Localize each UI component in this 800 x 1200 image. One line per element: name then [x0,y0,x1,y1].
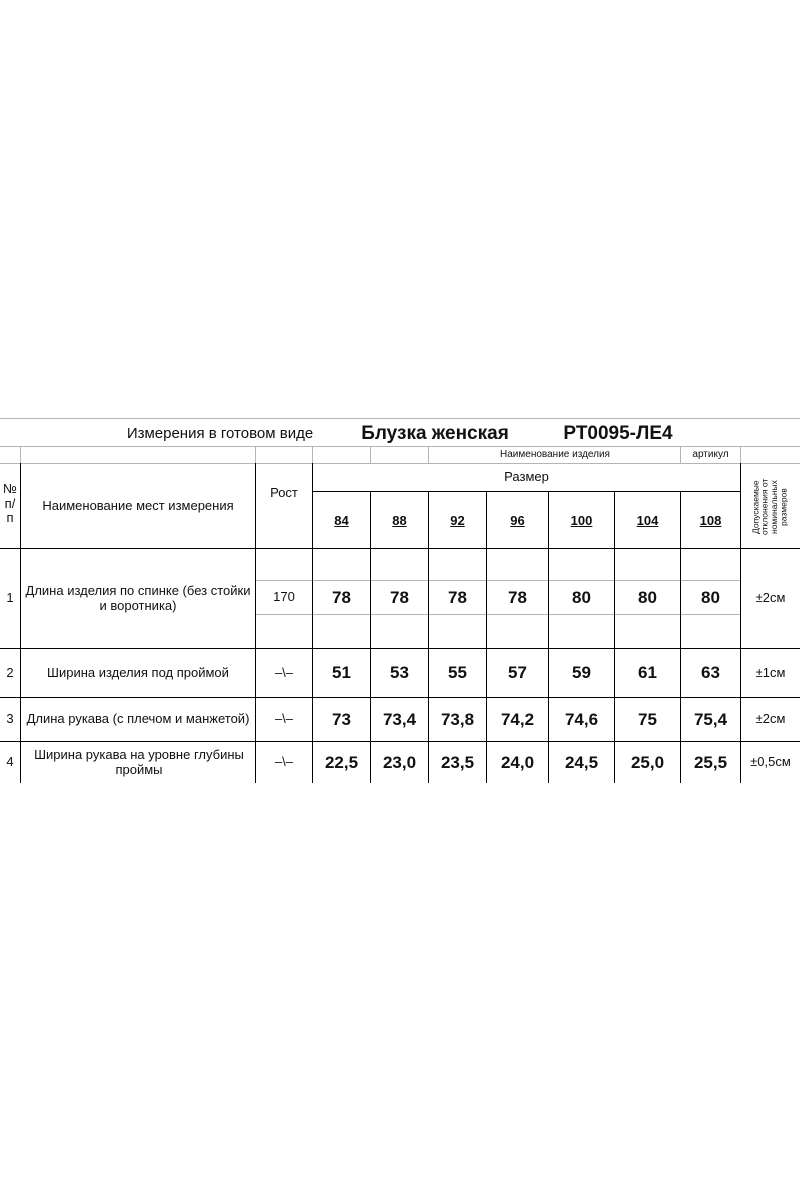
measurement-table [0,418,800,783]
size-84-header: 84 [334,512,349,528]
row1-size-88: 78 [390,587,409,607]
row4-name: Ширина рукава на уровне глубины проймы [34,746,244,777]
size-92-header: 92 [450,512,465,528]
row4-size-100: 24,5 [564,752,599,772]
col-size-group-header: Размер [504,469,549,485]
row1-number: 1 [6,590,14,606]
v-title-left [20,446,21,463]
row4-tolerance: ±0,5см [750,754,791,770]
row4-size-104: 25,0 [630,752,665,772]
row3-size-100: 74,6 [564,709,599,729]
row1-size-92: 78 [448,587,467,607]
row1-sub2 [255,614,740,615]
row3-name: Длина рукава (с плечом и манжетой) [26,711,250,727]
row3-height: –\– [274,711,294,727]
row4-size-96: 24,0 [500,752,535,772]
row2-size-88: 53 [390,663,409,683]
row4-size-92: 23,5 [440,752,475,772]
article-code: РТ0095-ЛЕ4 [563,423,673,445]
v-cap-b [312,446,313,463]
row2-number: 2 [6,664,14,680]
col-name-header: Наименование мест измерения [42,497,234,513]
row2-size-92: 55 [448,663,467,683]
size-96-header: 96 [510,512,525,528]
row3-size-108: 75,4 [693,709,728,729]
row2-size-100: 59 [572,663,591,683]
row3-size-104: 75 [638,709,657,729]
v-cap-d [428,446,429,463]
row4-size-88: 23,0 [382,752,417,772]
row1-name: Длина изделия по спинке (без стойки и воротника) [25,582,251,613]
col-number-header: № п/ п [3,480,17,526]
row1-size-108: 80 [701,587,720,607]
row2-size-84: 51 [332,663,351,683]
row2-size-104: 61 [638,663,657,683]
v-cap-f [740,446,741,463]
row2-size-108: 63 [701,663,720,683]
col-tolerance-header: Допускаемые отклонения от номинальных размеров [750,478,789,536]
row4-height: –\– [274,754,294,770]
size-group-line [312,491,740,492]
measurements-label: Измерения в готовом виде [126,425,314,443]
size-88-header: 88 [392,512,407,528]
row3-number: 3 [6,711,14,727]
row4-number: 4 [6,754,14,770]
row1-tolerance: ±2см [755,590,786,606]
product-name-caption: Наименование изделия [500,449,610,461]
row2-height: –\– [274,664,294,680]
col-height-header: Рост [270,484,298,500]
top-border [0,418,800,419]
row1-size-96: 78 [508,587,527,607]
product-name: Блузка женская [361,423,509,445]
size-108-header: 108 [699,512,722,528]
row2-size-96: 57 [508,663,527,683]
size-104-header: 104 [636,512,659,528]
row3-size-96: 74,2 [500,709,535,729]
row4-size-108: 25,5 [693,752,728,772]
article-caption: артикул [692,449,729,461]
v-cap-c [370,446,371,463]
row4-size-84: 22,5 [324,752,359,772]
row3-size-92: 73,8 [440,709,475,729]
row1-height: 170 [273,589,295,605]
row1-size-104: 80 [638,587,657,607]
row3-size-84: 73 [332,709,351,729]
row3-tolerance: ±2см [755,711,786,727]
v-cap-a [255,446,256,463]
row2-name: Ширина изделия под проймой [47,664,229,680]
row2-tolerance: ±1см [755,664,786,680]
row1-size-100: 80 [572,587,591,607]
row3-size-88: 73,4 [382,709,417,729]
size-100-header: 100 [570,512,593,528]
row1-size-84: 78 [332,587,351,607]
